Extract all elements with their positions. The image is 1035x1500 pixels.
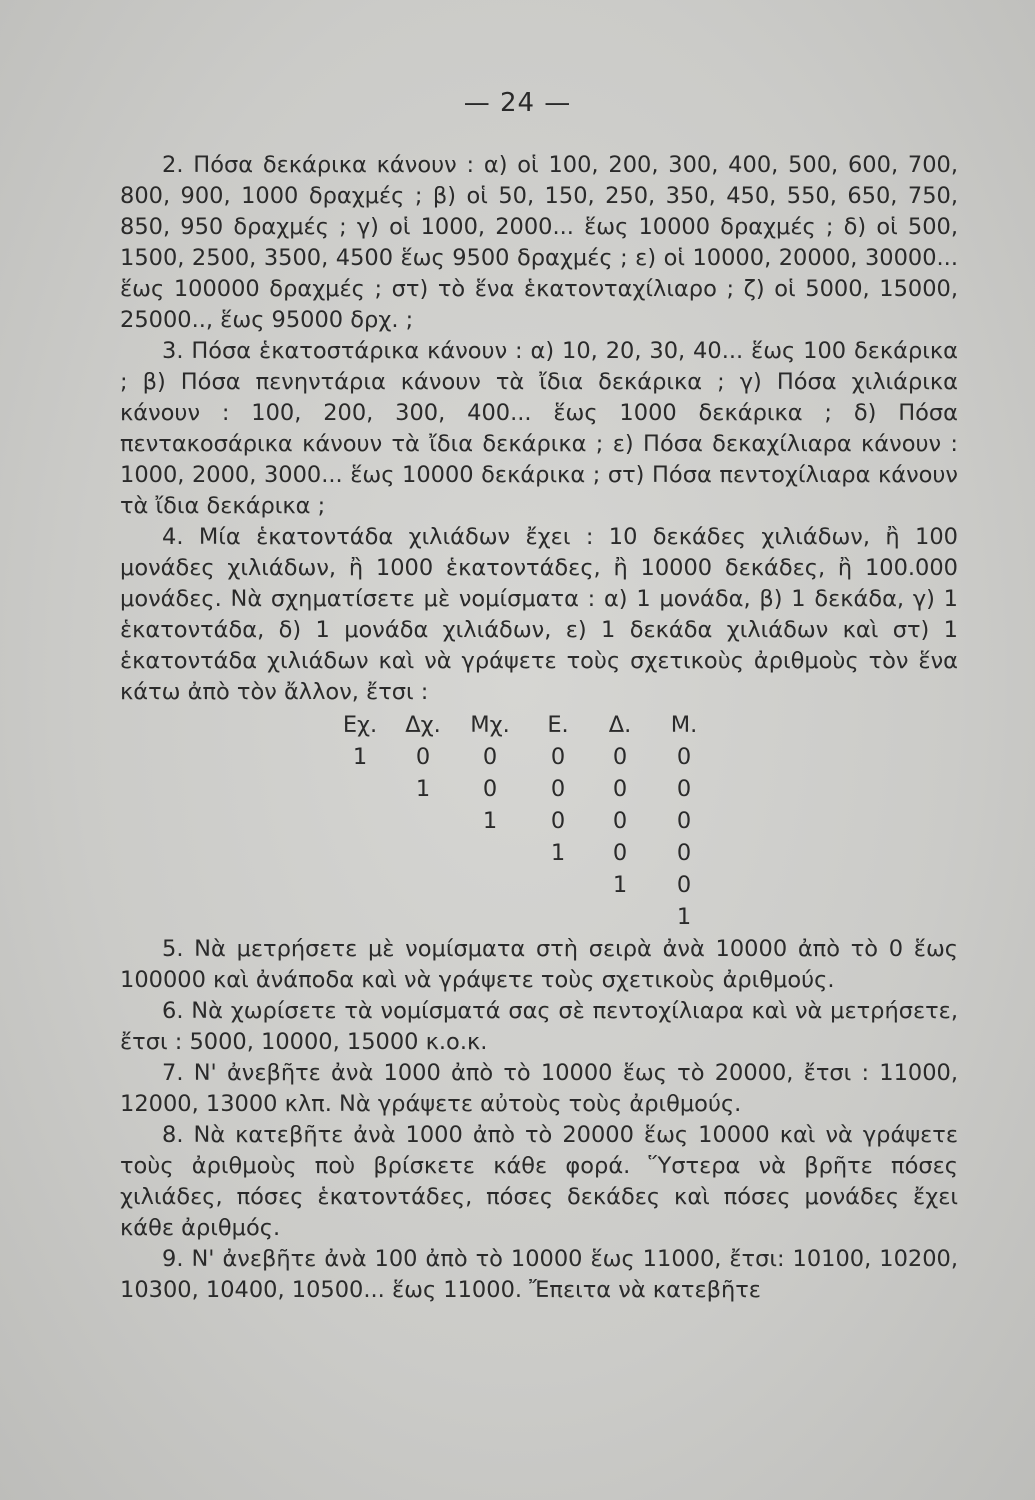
exercise-8: 8. Νὰ κατεβῆτε ἀνὰ 1000 ἀπὸ τὸ 20000 ἕως 10000 καὶ νὰ γράψετε τοὺς ἀριθμοὺς ποὺ βρίσκετε κάθε φορά. Ὕστερα νὰ βρῆτε πόσες χιλιάδες, πόσες ἑκατοντάδες, πόσες δεκάδες καὶ πόσες μονάδες ἔχει κάθε ἀριθμός. [120,1122,958,1241]
table-cell: 0 [676,808,692,834]
page-number: — 24 — [463,88,572,118]
table-cell: 0 [676,872,692,898]
table-cell: 0 [612,744,628,770]
table-cell: 0 [676,840,692,866]
exercise-5: 5. Νὰ μετρήσετε μὲ νομίσματα στὴ σειρὰ ἀνὰ 10000 ἀπὸ τὸ 0 ἕως 100000 καὶ ἀνάποδα καὶ νὰ γράψετε τοὺς σχετικοὺς ἀριθμούς. [120,936,958,993]
table-cell: 0 [482,776,498,802]
table-cell: 1 [482,808,498,834]
table-cell: 0 [550,808,566,834]
exercise-4: 4. Μία ἑκατοντάδα χιλιάδων ἔχει : 10 δεκάδες χιλιάδων, ἢ 100 μονάδες χιλιάδων, ἢ 1000 ἑκατοντάδες, ἢ 10000 δεκάδες, ἢ 100.000 μονάδες. Νὰ σχηματίσετε μὲ νομίσματα : α) 1 μονάδα, β) 1 δεκάδα, γ) 1 ἑκατοντάδα, δ) 1 μονάδα χιλιάδων, ε) 1 δεκάδα χιλιάδων καὶ στ) 1 ἑκατοντάδα χιλιάδων καὶ νὰ γράψετε τοὺς σχετικοὺς ἀριθμοὺς τὸν ἕνα κάτω ἀπὸ τὸν ἄλλον, ἔτσι : [120,524,958,705]
table-cell: 1 [550,840,566,866]
table-cell: 0 [676,776,692,802]
exercise-6: 6. Νὰ χωρίσετε τὰ νομίσματά σας σὲ πεντοχίλιαρα καὶ νὰ μετρήσετε, ἔτσι : 5000, 10000, 15000 κ.ο.κ. [120,998,958,1055]
table-header: Δχ. [405,712,441,738]
table-cell: 0 [482,744,498,770]
exercise-2: 2. Πόσα δεκάρικα κάνουν : α) οἱ 100, 200, 300, 400, 500, 600, 700, 800, 900, 1000 δραχμές ; β) οἱ 50, 150, 250, 350, 450, 550, 650, 750, 850, 950 δραχμές ; γ) οἱ 1000, 2000... ἕως 10000 δραχμές ; δ) οἱ 500, 1500, 2500, 3500, 4500 ἕως 9500 δραχμές ; ε) οἱ 10000, 20000, 30000... ἕως 100000 δραχμές ; στ) τὸ ἕνα ἑκατονταχίλιαρο ; ζ) οἱ 5000, 15000, 25000.., ἕως 95000 δρχ. ; [120,152,958,333]
table-cell: 0 [612,776,628,802]
exercise-7: 7. Ν' ἀνεβῆτε ἀνὰ 1000 ἀπὸ τὸ 10000 ἕως τὸ 20000, ἔτσι : 11000, 12000, 13000 κλπ. Νὰ γράψετε αὐτοὺς τοὺς ἀριθμούς. [120,1060,958,1117]
table-header: Δ. [608,712,632,738]
table-cell: 0 [550,776,566,802]
exercise-3: 3. Πόσα ἑκατοστάρικα κάνουν : α) 10, 20, 30, 40... ἕως 100 δεκάρικα ; β) Πόσα πενηντάρια κάνουν τὰ ἴδια δεκάρικα ; γ) Πόσα χιλιάρικα κάνουν : 100, 200, 300, 400... ἕως 1000 δεκάρικα ; δ) Πόσα πεντακοσάρικα κάνουν τὰ ἴδια δεκάρικα ; ε) Πόσα δεκαχίλιαρα κάνουν : 1000, 2000, 3000... ἕως 10000 δεκάρικα ; στ) Πόσα πεντοχίλιαρα κάνουν τὰ ἴδια δεκάρικα ; [120,338,958,519]
table-header: Μχ. [470,712,510,738]
table-cell: 1 [612,872,628,898]
table-cell: 0 [676,744,692,770]
exercise-9: 9. Ν' ἀνεβῆτε ἀνὰ 100 ἀπὸ τὸ 10000 ἕως 11000, ἔτσι: 10100, 10200, 10300, 10400, 10500... ἕως 11000. Ἔπειτα νὰ κατεβῆτε [120,1246,958,1303]
table-cell: 0 [612,808,628,834]
table-header: Εχ. [342,712,378,738]
table-cell: 0 [550,744,566,770]
table-header: Μ. [670,712,698,738]
table-header: Ε. [547,712,569,738]
place-value-table [120,710,958,932]
table-cell: 0 [415,744,431,770]
text-block [120,150,958,1306]
table-cell: 1 [415,776,431,802]
table-cell: 0 [612,840,628,866]
table-cell: 1 [676,904,692,930]
table-cell: 1 [352,744,368,770]
